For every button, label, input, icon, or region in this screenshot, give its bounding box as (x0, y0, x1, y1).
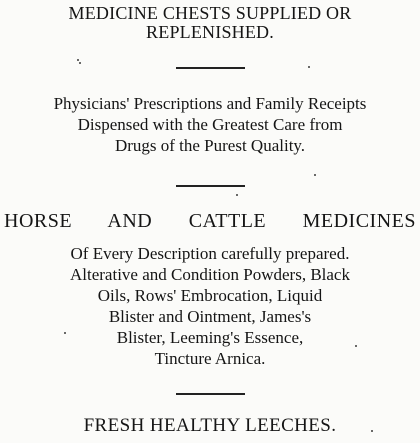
print-speck (355, 345, 357, 347)
fresh-leeches-heading: FRESH HEALTHY LEECHES. (83, 415, 337, 436)
print-speck (371, 430, 373, 432)
horse-cattle-line-2: Alterative and Condition Powders, Black (70, 265, 350, 284)
horse-cattle-line-5: Blister, Leeming's Essence, (116, 328, 304, 347)
medicine-chests-heading-line-1: MEDICINE CHESTS SUPPLIED OR (68, 3, 352, 23)
prescriptions-line-3: Drugs of the Purest Quality. (114, 136, 306, 155)
medicine-chests-heading-line-2: REPLENISHED. (146, 22, 274, 42)
horse-cattle-line-1: Of Every Description carefully prepared. (70, 244, 350, 263)
prescriptions-paragraph (0, 93, 420, 156)
prescriptions-line-2: Dispensed with the Greatest Care from (77, 115, 343, 134)
print-speck (314, 174, 316, 176)
prescriptions-line-1: Physicians' Prescriptions and Family Receipts (53, 94, 367, 113)
horse-cattle-line-3: Oils, Rows' Embrocation, Liquid (97, 286, 323, 305)
print-speck (64, 332, 66, 334)
print-speck (77, 59, 79, 61)
section-divider-1 (176, 67, 245, 69)
section-divider-3 (176, 393, 245, 395)
horse-cattle-line-4: Blister and Ointment, James's (108, 307, 312, 326)
print-speck (308, 66, 310, 68)
horse-cattle-paragraph (0, 243, 420, 369)
print-speck (236, 194, 238, 196)
medicine-chests-heading (0, 4, 420, 42)
horse-cattle-heading: HORSE AND CATTLE MEDICINES (4, 210, 416, 232)
horse-cattle-line-6: Tincture Arnica. (154, 349, 266, 368)
print-speck (79, 62, 81, 64)
section-divider-2 (176, 185, 245, 187)
